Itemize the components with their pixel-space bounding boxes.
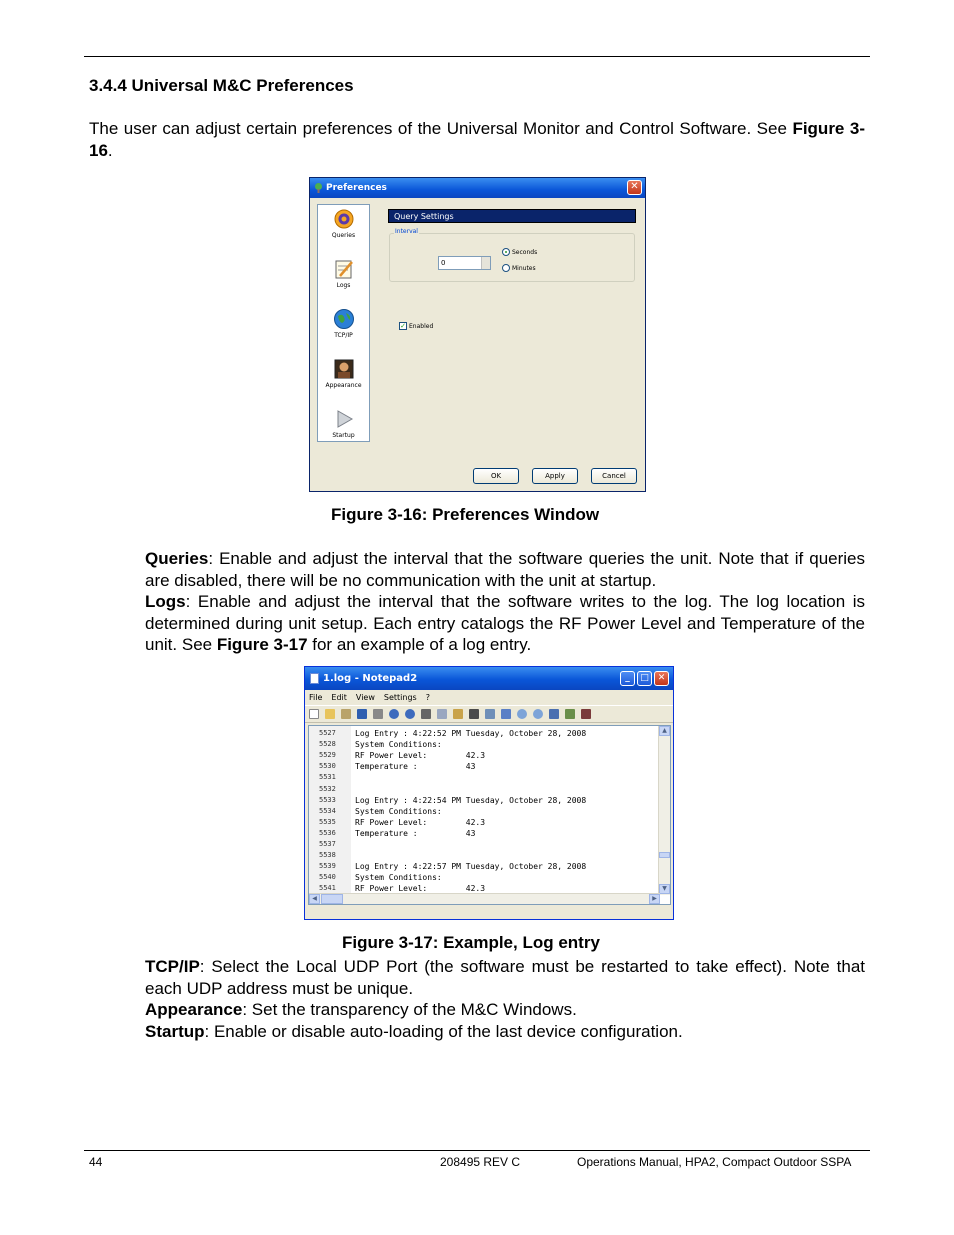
- scroll-thumb[interactable]: [659, 852, 670, 858]
- line-text: System Conditions:: [355, 740, 442, 750]
- radio-seconds[interactable]: [502, 248, 537, 256]
- footer-doc-number: 208495 REV C: [440, 1155, 521, 1169]
- queries-text: : Enable and adjust the interval that the software queries the unit. Note that if queries are disabled, there will be no communication with the unit at startup.: [145, 549, 865, 590]
- header-rule: [84, 56, 870, 57]
- radio-minutes-button[interactable]: [502, 264, 510, 272]
- open-icon[interactable]: [325, 709, 335, 719]
- preferences-window: [309, 177, 646, 492]
- footer-page-number: 44: [89, 1155, 103, 1169]
- redo-icon[interactable]: [405, 709, 415, 719]
- vertical-scrollbar[interactable]: [658, 726, 670, 895]
- menubar: [305, 690, 673, 705]
- minimize-icon: _: [625, 673, 630, 683]
- interval-spinner[interactable]: [438, 256, 491, 270]
- scroll-down-icon[interactable]: ▼: [659, 884, 670, 894]
- footer-rule: [84, 1150, 870, 1151]
- appearance-term: Appearance: [145, 1000, 243, 1019]
- radio-minutes-label: Minutes: [512, 264, 536, 272]
- enabled-checkbox-row[interactable]: [399, 322, 433, 330]
- line-number: 5532: [319, 784, 336, 793]
- line-number: 5537: [319, 840, 336, 848]
- notepad-close-button[interactable]: [654, 671, 669, 686]
- find-icon[interactable]: [469, 709, 479, 719]
- nav-label-logs: Logs: [336, 282, 351, 289]
- scheme-icon[interactable]: [549, 709, 559, 719]
- browse-icon[interactable]: [341, 709, 351, 719]
- enabled-label: Enabled: [409, 322, 434, 330]
- gear-icon: [333, 208, 355, 230]
- interval-value: 0: [441, 259, 446, 267]
- logs-end: for an example of a log entry.: [307, 635, 532, 654]
- line-number: 5538: [319, 851, 336, 860]
- figure-3-16-caption: Figure 3-16: Preferences Window: [331, 505, 600, 524]
- query-settings-panel: [388, 209, 636, 330]
- footer-manual-title: Operations Manual, HPA2, Compact Outdoor SSPA: [577, 1155, 852, 1169]
- zoom-in-icon[interactable]: [517, 709, 527, 719]
- figure-ref-3-16: Figure 3-16: [89, 119, 865, 160]
- scroll-left-icon[interactable]: ◀: [309, 894, 320, 904]
- portrait-icon: [333, 358, 355, 380]
- line-number: 5534: [319, 806, 336, 815]
- tcpip-text: : Select the Local UDP Port (the software must be restarted to take effect). Note that each UDP address must be unique.: [145, 957, 865, 998]
- nav-label-tcpip: TCP/IP: [334, 332, 353, 339]
- ok-button[interactable]: OK: [473, 468, 519, 484]
- editor-area[interactable]: [308, 725, 671, 905]
- nav-item-tcpip[interactable]: [318, 305, 369, 355]
- toolbar: [305, 705, 673, 723]
- save-icon[interactable]: [357, 709, 367, 719]
- line-text: System Conditions:: [355, 873, 442, 883]
- document-icon: [310, 673, 319, 684]
- notepad-title: 1.log - Notepad2: [323, 673, 418, 684]
- logs-term: Logs: [145, 592, 186, 611]
- line-number: 5531: [319, 773, 336, 782]
- line-number: 5536: [319, 828, 336, 837]
- maximize-icon: □: [640, 673, 649, 683]
- intro-end: .: [107, 140, 113, 160]
- section-heading: 3.4.4 Universal M&C Preferences: [89, 76, 354, 95]
- preferences-title: Preferences: [326, 183, 387, 193]
- line-number: 5541: [319, 884, 336, 893]
- line-text: Temperature : 43: [355, 762, 476, 772]
- nav-item-startup[interactable]: [318, 405, 369, 455]
- maximize-button[interactable]: [637, 671, 652, 686]
- enabled-checkbox[interactable]: ✓: [400, 322, 406, 330]
- tcpip-paragraph: [145, 956, 865, 999]
- line-number: 5539: [319, 862, 336, 871]
- menu-view[interactable]: View: [355, 693, 375, 702]
- radio-seconds-button[interactable]: [502, 248, 510, 256]
- hscroll-thumb[interactable]: [321, 894, 343, 904]
- line-number: 5529: [319, 751, 336, 760]
- preferences-titlebar: [310, 178, 645, 198]
- undo-icon[interactable]: [389, 709, 399, 719]
- startup-term: Startup: [145, 1022, 205, 1041]
- line-number: 5527: [319, 729, 336, 737]
- appearance-paragraph: [145, 999, 865, 1021]
- paste-icon[interactable]: [453, 709, 463, 719]
- cancel-button[interactable]: Cancel: [591, 468, 637, 484]
- notepad-pencil-icon: [333, 258, 355, 280]
- apply-button[interactable]: Apply: [532, 468, 578, 484]
- intro-paragraph: [89, 118, 865, 161]
- line-text: System Conditions:: [355, 806, 442, 816]
- line-number: 5540: [319, 873, 336, 882]
- close-icon: ✕: [630, 181, 639, 192]
- line-text: Log Entry : 4:22:57 PM Tuesday, October 28, 2008: [355, 862, 587, 872]
- line-text: RF Power Level: 42.3: [355, 884, 486, 894]
- logs-paragraph: [145, 591, 865, 656]
- queries-term: Queries: [145, 549, 209, 568]
- scroll-right-icon[interactable]: ▶: [649, 894, 660, 904]
- line-text: RF Power Level: 42.3: [355, 817, 486, 827]
- minimize-button[interactable]: [620, 671, 635, 686]
- radio-seconds-label: Seconds: [512, 248, 538, 256]
- exit-icon[interactable]: [581, 709, 591, 719]
- spinner-arrows-icon[interactable]: [481, 257, 490, 269]
- new-icon[interactable]: [309, 709, 319, 719]
- queries-paragraph: [145, 548, 865, 591]
- figure-ref-3-17: Figure 3-17: [216, 635, 308, 654]
- line-number: 5530: [319, 762, 336, 771]
- horizontal-scrollbar[interactable]: [309, 893, 660, 904]
- nav-item-appearance[interactable]: [318, 355, 369, 405]
- line-text: Log Entry : 4:22:52 PM Tuesday, October 28, 2008: [355, 729, 587, 738]
- radio-minutes[interactable]: [502, 264, 536, 272]
- customize-icon[interactable]: [565, 709, 575, 719]
- line-text: RF Power Level: 42.3: [355, 751, 486, 761]
- globe-icon: [333, 308, 355, 330]
- figure-3-17-caption: Figure 3-17: Example, Log entry: [342, 933, 600, 952]
- logs-text: : Enable and adjust the interval that the software writes to the log. The log location is determined during unit setup. Each entry catalogs the RF Power Level and Temperature of the unit. See: [145, 592, 865, 654]
- interval-groupbox: [389, 228, 635, 282]
- cut-icon[interactable]: [421, 709, 431, 719]
- menu-settings[interactable]: Settings: [383, 693, 417, 702]
- scroll-up-icon[interactable]: ▲: [659, 726, 670, 736]
- nav-label-queries: Queries: [331, 232, 356, 239]
- line-number: 5535: [319, 817, 336, 826]
- interval-label: Interval: [395, 228, 418, 235]
- notepad-window: [304, 666, 674, 920]
- play-arrow-icon: [333, 408, 355, 430]
- tcpip-term: TCP/IP: [145, 957, 200, 976]
- appearance-text: : Set the transparency of the M&C Windows.: [242, 1000, 577, 1019]
- print-icon[interactable]: [373, 709, 383, 719]
- app-icon: [314, 183, 323, 193]
- replace-icon[interactable]: [485, 709, 495, 719]
- menu-file[interactable]: File: [309, 693, 323, 702]
- notepad-titlebar: [305, 667, 673, 690]
- intro-text: The user can adjust certain preferences of the Universal Monitor and Control Software. See: [89, 119, 793, 138]
- nav-item-queries[interactable]: [318, 205, 369, 255]
- close-icon: ✕: [657, 673, 666, 683]
- menu-help[interactable]: ?: [425, 693, 430, 702]
- line-number: 5528: [319, 740, 336, 749]
- zoom-out-icon[interactable]: [533, 709, 543, 719]
- line-text: Log Entry : 4:22:54 PM Tuesday, October 28, 2008: [355, 795, 587, 805]
- nav-label-startup: Startup: [332, 432, 355, 439]
- word-wrap-icon[interactable]: [501, 709, 511, 719]
- line-number: 5533: [319, 795, 336, 804]
- nav-label-appearance: Appearance: [325, 382, 362, 389]
- preferences-nav: [317, 204, 370, 442]
- panel-title: Query Settings: [388, 209, 636, 223]
- copy-icon[interactable]: [437, 709, 447, 719]
- nav-item-logs[interactable]: [318, 255, 369, 305]
- menu-edit[interactable]: Edit: [331, 693, 347, 702]
- startup-text: : Enable or disable auto-loading of the last device configuration.: [204, 1022, 683, 1041]
- startup-paragraph: [145, 1021, 865, 1043]
- close-button[interactable]: [627, 180, 642, 195]
- line-text: Temperature : 43: [355, 828, 476, 838]
